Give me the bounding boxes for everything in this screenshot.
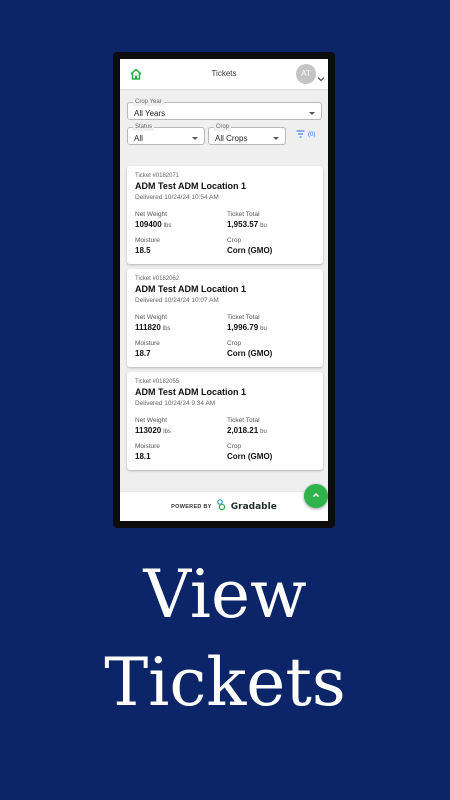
crop-label: Crop: [227, 237, 242, 244]
moisture: [135, 237, 225, 255]
ticket-number: Ticket #0182062: [135, 276, 180, 282]
net-weight-value: 109400: [135, 220, 162, 229]
status-value: All: [134, 134, 143, 143]
ticket-card[interactable]: [127, 372, 323, 470]
moisture-label: Moisture: [135, 443, 160, 450]
moisture-value: 18.1: [135, 452, 151, 461]
filter-panel: [120, 92, 328, 160]
crop-value: Corn (GMO): [227, 452, 273, 461]
ticket-location: ADM Test ADM Location 1: [135, 284, 247, 294]
crop-year-select[interactable]: [127, 99, 322, 120]
page-title: Tickets: [211, 69, 237, 78]
crop-label: Crop: [227, 443, 242, 450]
ticket-total-value: 2,018.21: [227, 426, 259, 435]
gradable-logo-icon: [216, 498, 227, 516]
crop: [227, 340, 317, 358]
crop-year-value: All Years: [134, 109, 166, 118]
gradable-brand: Gradable: [230, 501, 277, 512]
crop-value: Corn (GMO): [227, 349, 273, 358]
crop: [227, 237, 317, 255]
status-label: Status: [135, 124, 153, 130]
net-weight-value: 113020: [135, 426, 162, 435]
ticket-total-label: Ticket Total: [227, 211, 260, 218]
ticket-location: ADM Test ADM Location 1: [135, 387, 247, 397]
filter-icon: [296, 130, 305, 140]
ticket-delivered: Delivered 10/24/24 10:54 AM: [135, 194, 219, 201]
ticket-total-unit: bu: [260, 223, 267, 229]
net-weight-label: Net Weight: [135, 314, 168, 321]
crop-label: Crop: [216, 124, 230, 130]
ticket-number: Ticket #0182071: [135, 173, 180, 179]
net-weight: [135, 314, 225, 332]
caret-down-icon: [273, 137, 279, 140]
ticket-total: [227, 417, 317, 435]
ticket-list: [127, 166, 323, 475]
crop-select[interactable]: [208, 124, 286, 145]
net-weight-label: Net Weight: [135, 417, 168, 424]
crop-label: Crop: [227, 340, 242, 347]
ticket-location: ADM Test ADM Location 1: [135, 181, 247, 191]
crop-value: All Crops: [215, 134, 248, 143]
chevron-up-icon: [311, 487, 321, 505]
ticket-total-unit: bu: [260, 429, 267, 435]
powered-by-label: POWERED BY: [171, 503, 212, 510]
ticket-total: [227, 314, 317, 332]
ticket-total-unit: bu: [260, 326, 267, 332]
phone-frame: [113, 52, 335, 528]
scroll-top-button[interactable]: [304, 484, 328, 508]
powered-by-footer: [120, 491, 328, 521]
ticket-delivered: Delivered 10/24/24 10:07 AM: [135, 297, 219, 304]
ticket-card[interactable]: [127, 166, 323, 264]
ticket-total-value: 1,953.57: [227, 220, 259, 229]
ticket-total-value: 1,996.79: [227, 323, 259, 332]
moisture: [135, 443, 225, 461]
moisture-label: Moisture: [135, 237, 160, 244]
net-weight-unit: lbs: [162, 326, 171, 332]
caret-down-icon: [309, 112, 315, 115]
moisture-value: 18.5: [135, 246, 151, 255]
net-weight-label: Net Weight: [135, 211, 168, 218]
filter-count: (0): [308, 132, 316, 138]
crop-value: Corn (GMO): [227, 246, 273, 255]
net-weight-unit: lbs: [163, 223, 172, 229]
caption-line-2: Tickets: [104, 644, 346, 721]
net-weight-value: 111820: [135, 323, 161, 332]
chevron-down-icon[interactable]: [317, 70, 325, 78]
top-bar: [120, 59, 328, 90]
ticket-total-label: Ticket Total: [227, 314, 260, 321]
caret-down-icon: [192, 137, 198, 140]
moisture-label: Moisture: [135, 340, 160, 347]
net-weight: [135, 417, 225, 435]
caption-line-1: View: [143, 556, 307, 633]
ticket-delivered: Delivered 10/24/24 9:34 AM: [135, 400, 216, 407]
status-select[interactable]: [127, 124, 205, 145]
ticket-total: [227, 211, 317, 229]
ticket-number: Ticket #0182055: [135, 379, 180, 385]
ticket-total-label: Ticket Total: [227, 417, 260, 424]
moisture: [135, 340, 225, 358]
ticket-card[interactable]: [127, 269, 323, 367]
net-weight: [135, 211, 225, 229]
app-screen: [120, 59, 328, 521]
crop-year-label: Crop Year: [135, 99, 162, 105]
avatar[interactable]: AT: [296, 64, 316, 84]
moisture-value: 18.7: [135, 349, 151, 358]
filter-button[interactable]: [296, 128, 324, 142]
net-weight-unit: lbs: [163, 429, 171, 435]
crop: [227, 443, 317, 461]
